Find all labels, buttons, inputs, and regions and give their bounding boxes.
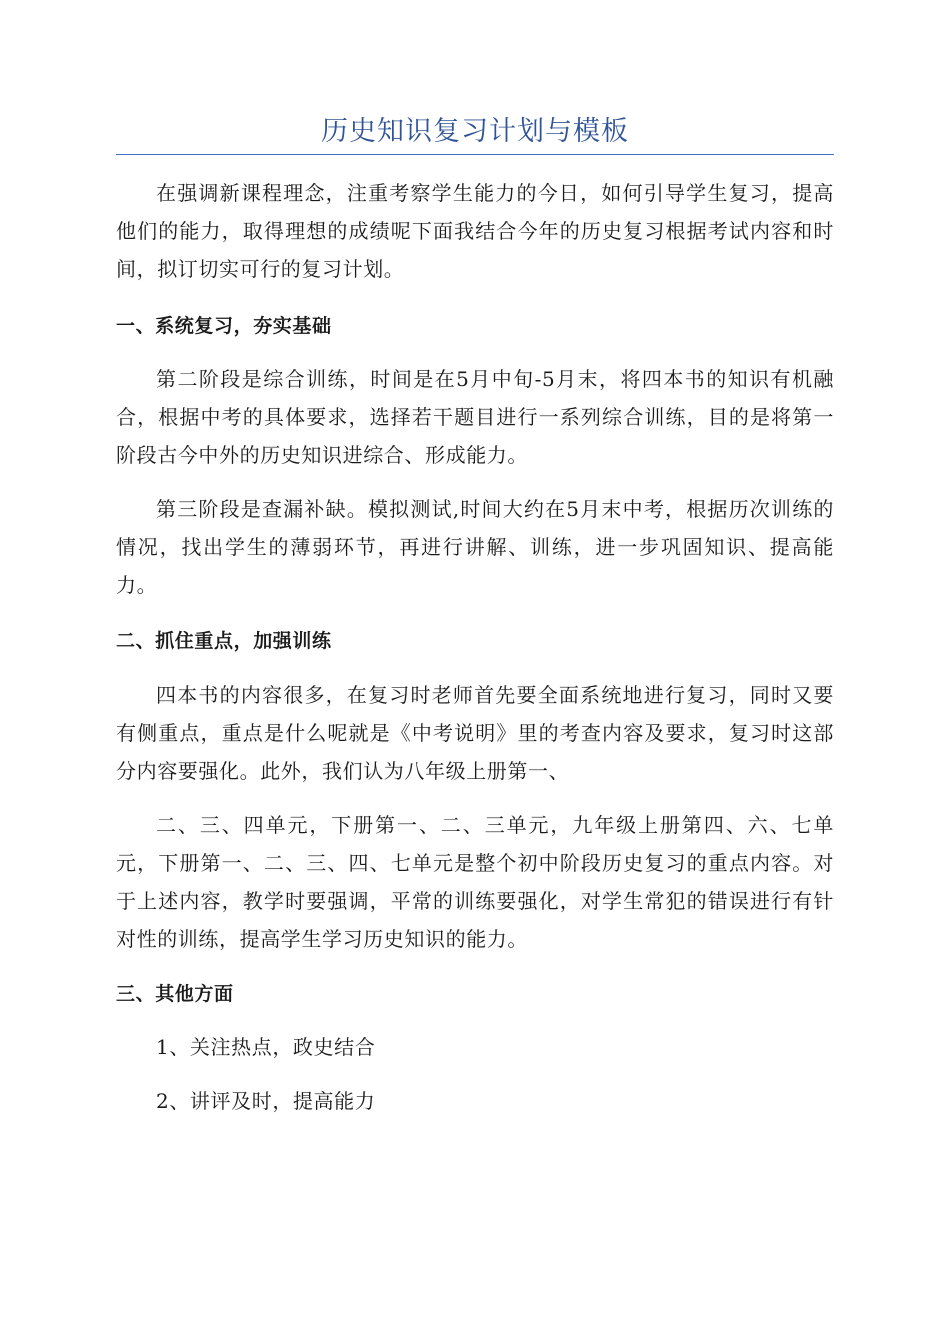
title-underline xyxy=(116,154,834,155)
list-item: 1、关注热点，政史结合 xyxy=(156,1035,376,1059)
list-item: 2、讲评及时，提高能力 xyxy=(156,1089,376,1113)
section1-paragraph-2: 第三阶段是查漏补缺。模拟测试,时间大约在5月末中考，根据历次训练的情况，找出学生的薄弱环节，再进行讲解、训练，进一步巩固知识、提高能力。 xyxy=(116,497,834,597)
section-heading-1: 一、系统复习，夯实基础 xyxy=(116,315,332,337)
intro-paragraph: 在强调新课程理念，注重考察学生能力的今日，如何引导学生复习，提高他们的能力，取得理想的成绩呢下面我结合今年的历史复习根据考试内容和时间，拟订切实可行的复习计划。 xyxy=(116,181,834,281)
section-heading-2: 二、抓住重点，加强训练 xyxy=(116,630,332,652)
section-heading-3: 三、其他方面 xyxy=(116,983,234,1005)
section2-paragraph-1: 四本书的内容很多，在复习时老师首先要全面系统地进行复习，同时又要有侧重点，重点是什么呢就是《中考说明》里的考查内容及要求，复习时这部分内容要强化。此外，我们认为八年级上册第一、 xyxy=(116,683,834,783)
section2-paragraph-2: 二、三、四单元，下册第一、二、三单元，九年级上册第四、六、七单元，下册第一、二、三、四、七单元是整个初中阶段历史复习的重点内容。对于上述内容，教学时要强调，平常的训练要强化，对学生常犯的错误进行有针对性的训练，提高学生学习历史知识的能力。 xyxy=(116,813,834,951)
section1-paragraph-1: 第二阶段是综合训练，时间是在5月中旬-5月末，将四本书的知识有机融合，根据中考的具体要求，选择若干题目进行一系列综合训练，目的是将第一阶段古今中外的历史知识进综合、形成能力。 xyxy=(116,367,834,467)
document-title: 历史知识复习计划与模板 xyxy=(321,116,629,147)
